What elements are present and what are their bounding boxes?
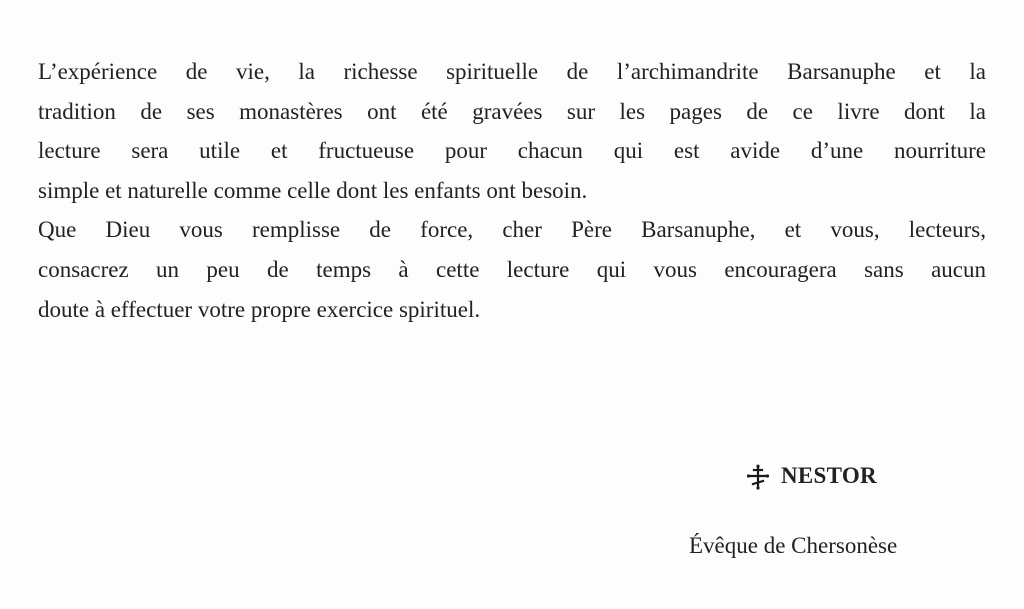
signatory-title: Évêque de Chersonèse	[689, 533, 898, 558]
signatory-name: NESTOR	[781, 463, 877, 488]
paragraph-line: L’expérience de vie, la richesse spirituelle de l’archimandrite Barsanuphe et la	[38, 59, 986, 84]
paragraph-line: lecture sera utile et fructueuse pour chacun qui est avide d’une nourriture	[38, 138, 986, 164]
orthodox-cross-icon	[745, 464, 771, 490]
body-text	[38, 52, 986, 329]
signature	[745, 462, 877, 490]
paragraph-line: tradition de ses monastères ont été gravées sur les pages de ce livre dont la	[38, 98, 986, 124]
paragraph-line: doute à effectuer votre propre exercice spirituel.	[38, 296, 481, 322]
paragraph-line: Que Dieu vous remplisse de force, cher Père Barsanuphe, et vous, lecteurs,	[38, 217, 986, 243]
paragraph-line: consacrez un peu de temps à cette lecture qui vous encouragera sans aucun	[38, 256, 986, 282]
paragraph-line: simple et naturelle comme celle dont les enfants ont besoin.	[38, 177, 588, 203]
